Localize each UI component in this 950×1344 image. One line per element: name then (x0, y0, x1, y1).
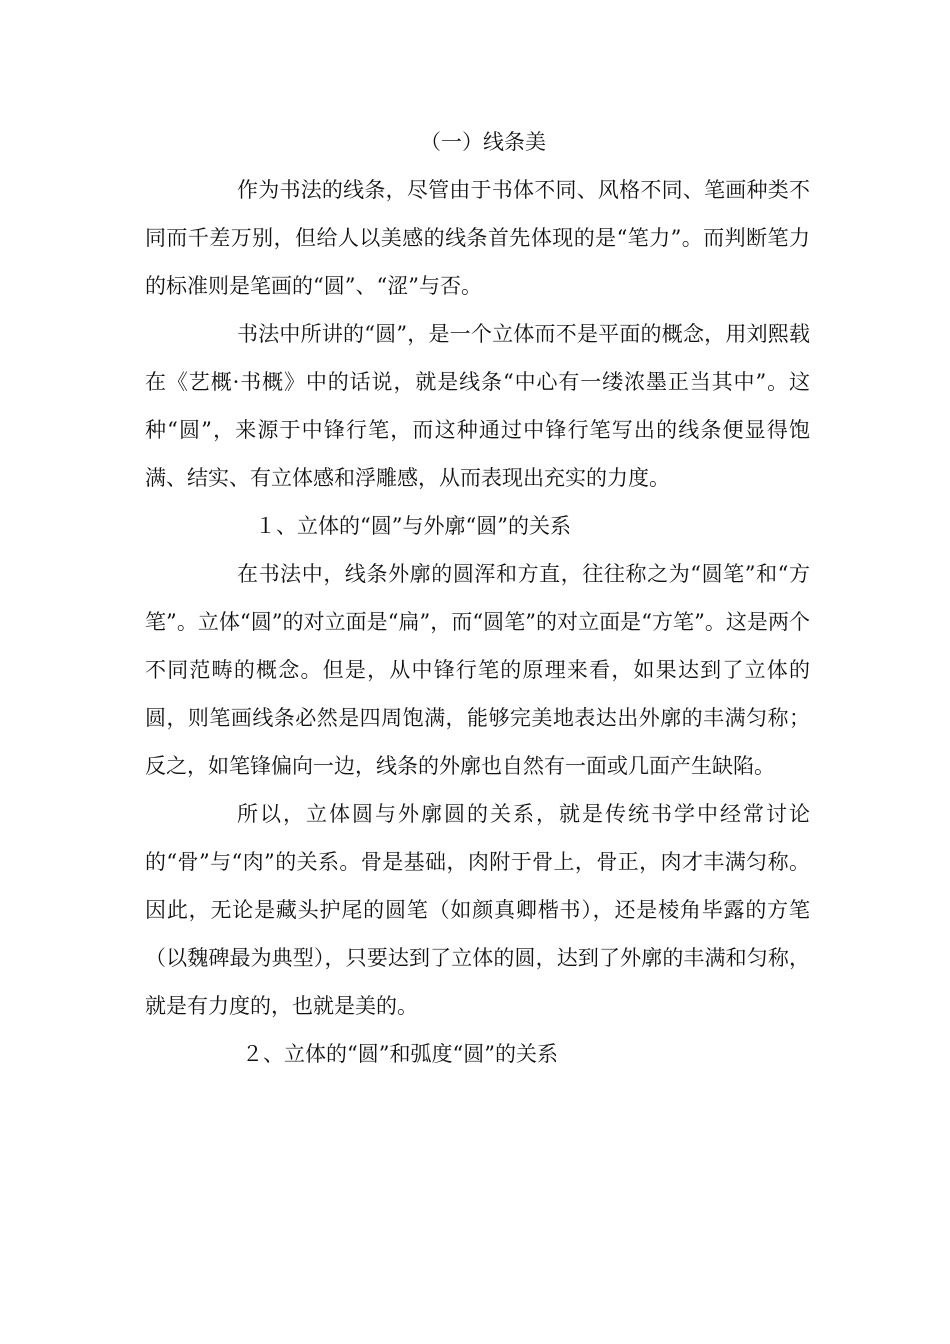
paragraph-sub1-2: 所以，立体圆与外廓圆的关系，就是传统书学中经常讨论的“骨”与“肉”的关系。骨是基础，肉附于骨上，骨正，肉才丰满匀称。因此，无论是藏头护尾的圆笔（如颜真卿楷书），还是棱角毕露的方笔（以魏碑最为典型），只要达到了立体的圆，达到了外廓的丰满和匀称，就是有力度的，也就是美的。 (145, 802, 810, 1018)
paragraph-intro-2: 书法中所讲的“圆”，是一个立体而不是平面的概念，用刘熙载在《艺概·书概》中的话说，就是线条“中心有一缕浓墨正当其中”。这种“圆”，来源于中锋行笔，而这种通过中锋行笔写出的线条便显得饱满、结实、有立体感和浮雕感，从而表现出充实的力度。 (145, 322, 810, 490)
document-body (145, 118, 810, 1078)
subheading-2: ２、立体的“圆”和弧度“圆”的关系 (242, 1042, 558, 1066)
paragraph-intro-1: 作为书法的线条，尽管由于书体不同、风格不同、笔画种类不同而千差万别，但给人以美感的线条首先体现的是“笔力”。而判断笔力的标准则是笔画的“圆”、“涩”与否。 (145, 178, 810, 298)
subheading-1: １、立体的“圆”与外廓“圆”的关系 (255, 514, 571, 538)
paragraph-sub1-1: 在书法中，线条外廓的圆浑和方直，往往称之为“圆笔”和“方笔”。立体“圆”的对立面是“扁”，而“圆笔”的对立面是“方笔”。这是两个不同范畴的概念。但是，从中锋行笔的原理来看，如果达到了立体的圆，则笔画线条必然是四周饱满，能够完美地表达出外廓的丰满匀称；反之，如笔锋偏向一边，线条的外廓也自然有一面或几面产生缺陷。 (145, 562, 810, 778)
section-title: （一）线条美 (420, 130, 546, 154)
